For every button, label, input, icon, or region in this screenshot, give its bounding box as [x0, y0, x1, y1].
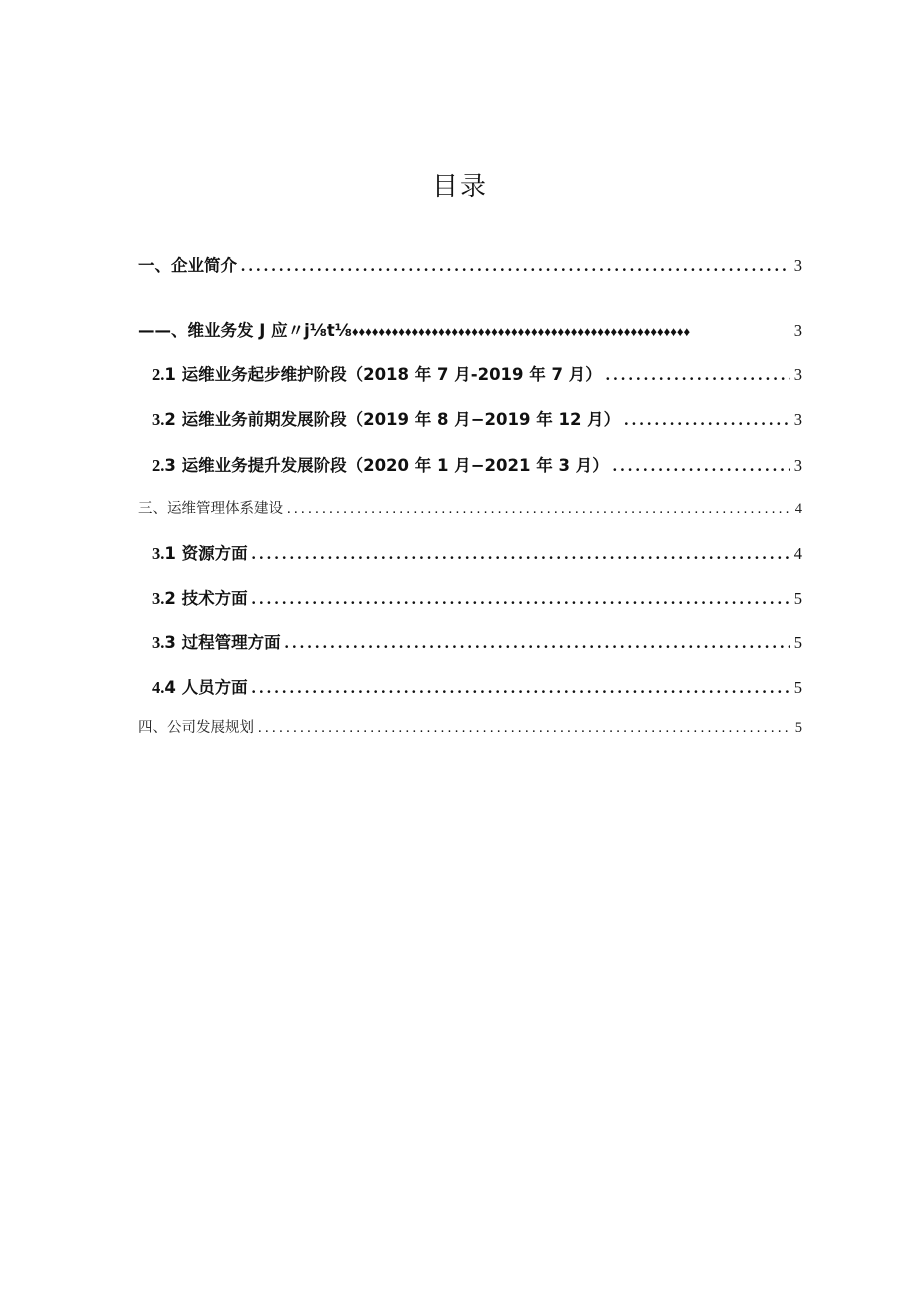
toc-page-number: 5	[793, 633, 802, 652]
toc-entry-number: 3.	[152, 544, 165, 563]
toc-entry-text: 四、公司发展规划	[138, 720, 254, 736]
toc-leader-dots	[613, 456, 790, 476]
toc-leader-dots	[241, 256, 790, 276]
toc-entry[interactable]	[152, 452, 802, 476]
toc-leader-dots	[285, 633, 790, 653]
toc-entry[interactable]	[152, 406, 802, 430]
toc-entry-text: 3 运维业务提升发展阶段（2020 年 1 月−2021 年 3 月）	[164, 456, 609, 475]
toc-leader-dots	[252, 589, 790, 609]
toc-leader-dots	[287, 501, 791, 518]
toc-page-number: 4	[794, 501, 802, 517]
toc-page-number: 5	[794, 720, 802, 736]
toc-entry-number: 2.	[152, 456, 165, 475]
toc-page-number: 3	[793, 410, 802, 429]
toc-entry[interactable]	[138, 497, 802, 521]
toc-entry-number: 3.	[152, 410, 165, 429]
toc-entry[interactable]	[152, 629, 802, 653]
toc-leader-dots	[624, 410, 790, 430]
toc-entry-text: 三、运维管理体系建设	[138, 501, 283, 517]
toc-leader-dots	[252, 544, 790, 564]
toc-leader-dots	[606, 365, 790, 385]
toc-entry-text: 4 人员方面	[164, 678, 248, 697]
toc-entry-number: 2.	[152, 365, 165, 384]
toc-entry[interactable]	[138, 317, 802, 341]
toc-entry-text: 1 资源方面	[164, 544, 248, 563]
toc-entry[interactable]	[138, 252, 802, 276]
toc-entry[interactable]	[138, 716, 802, 740]
toc-page-number: 3	[793, 321, 802, 340]
toc-page-number: 3	[793, 365, 802, 384]
toc-entry-text: 1 运维业务起步维护阶段（2018 年 7 月-2019 年 7 月）	[164, 365, 602, 384]
toc-entry[interactable]	[152, 361, 802, 385]
toc-page-number: 3	[793, 256, 802, 275]
toc-page-number: 5	[793, 589, 802, 608]
toc-entry-number: 4.	[152, 678, 165, 697]
toc-entry-text: 2 运维业务前期发展阶段（2019 年 8 月−2019 年 12 月）	[164, 410, 621, 429]
toc-page-number: 3	[793, 456, 802, 475]
toc-page-number: 5	[793, 678, 802, 697]
toc-entry-text: 2 技术方面	[164, 589, 248, 608]
toc-leader-garbled: ♦♦♦♦♦♦♦♦♦♦♦♦♦♦♦♦♦♦♦♦♦♦♦♦♦♦♦♦♦♦♦♦♦♦♦♦♦♦♦♦♦♦♦♦♦♦♦♦♦♦♦	[351, 324, 691, 339]
toc-entry-text: 一、企业简介	[138, 256, 237, 275]
toc-entry[interactable]	[152, 674, 802, 698]
toc-entry-text: ——、维业务发 J 应〃j⅛t⅛	[138, 321, 352, 340]
toc-leader-dots	[258, 720, 791, 737]
toc-entry-number: 3.	[152, 633, 165, 652]
toc-leader-dots	[252, 678, 790, 698]
page-title: 目录	[431, 172, 488, 202]
toc-entry[interactable]	[152, 540, 802, 564]
toc-entry-text: 3 过程管理方面	[164, 633, 281, 652]
toc-entry[interactable]	[152, 585, 802, 609]
toc-entry-number: 3.	[152, 589, 165, 608]
toc-page-number: 4	[793, 544, 802, 563]
